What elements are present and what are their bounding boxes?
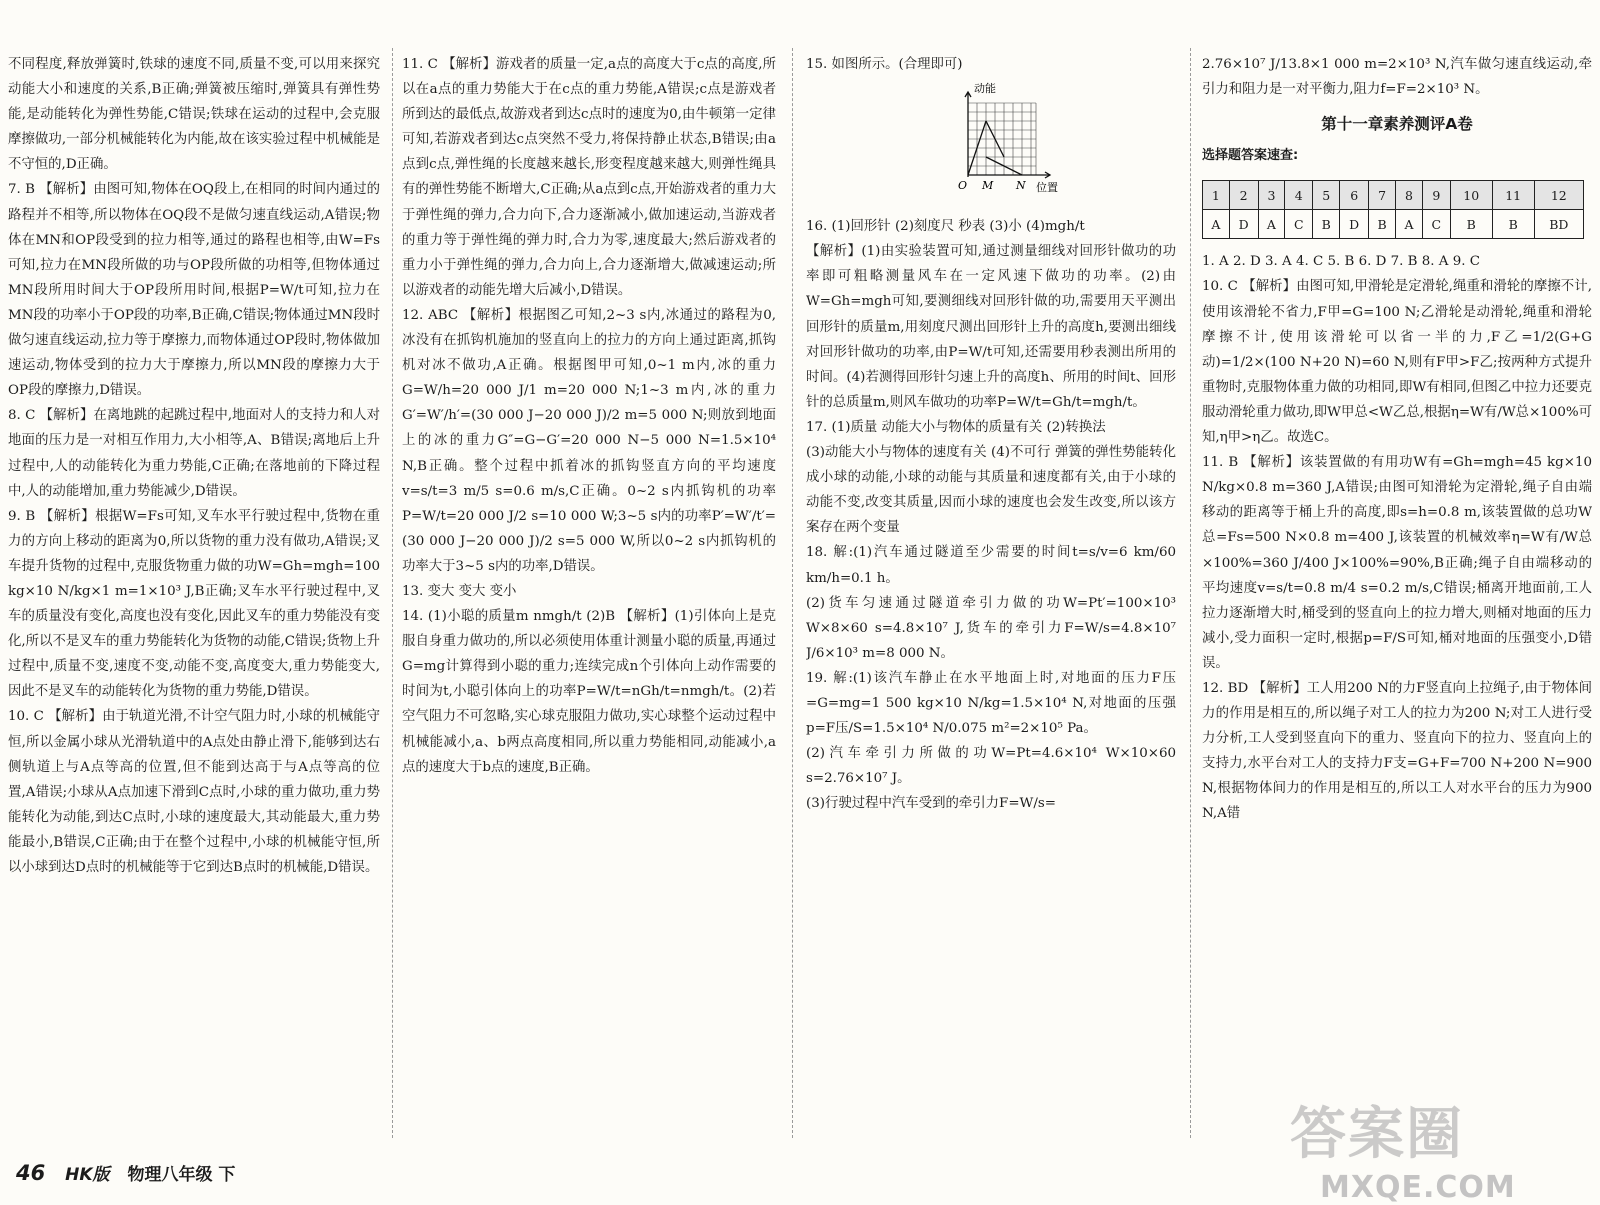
answer-11: 11. C 【解析】游戏者的质量一定,a点的高度大于c点的高度,所以在a点的重力势能大于在c点的重力势能,A错误;c点是游戏者所到达的最低点,故游戏者到达c点时的速度为0,由牛顿第一定律可知,若游戏者到达c点突然不受力,将保持静止状态,B错误;由a点到c点,弹性绳的长度越来越长,形变程度越来越大,则弹性绳具有的弹性势能不断增大,C正确;从a点到c点,开始游戏者的重力大于弹性绳的弹力,合力向下,合力逐渐减小,做加速运动,当游戏者的重力等于弹性绳的弹力时,合力为零,速度最大;然后游戏者的重力小于弹性绳的弹力,合力向上,合力逐渐增大,做减速运动;所以游戏者的动能先增大后减小,D错误。: [402, 57, 776, 298]
graph-tick-n: N: [1016, 179, 1026, 193]
key-num: 3: [1258, 181, 1285, 210]
answer-14: 14. (1)小聪的质量m nmgh/t (2)B 【解析】(1)引体向上是克服自身重力做功的,所以必须使用体重计测量小聪的质量,再通过G=mg计算得到小聪的重力;连续完成n个引体向上动作需要的时间为t,小聪引体向上的功率P=W/t=nGh/t=nmgh/t。(2)若空气阻力不可忽略,实心球克服阻力做功,实心球整个运动过程中机械能减小,a、b两点高度相同,所以重力势能相同,动能减小,a点的速度大于b点的速度,B正确。: [402, 609, 776, 775]
key-num: 11: [1492, 181, 1534, 210]
graph-tick-o: O: [958, 179, 968, 193]
column-1: [8, 52, 380, 1142]
key-num: 6: [1340, 181, 1369, 210]
answer-18-cont: (2)货车匀速通过隧道牵引力做的功W=Pt′=100×10³ W×8×60 s=4.8×10⁷ J,货车的牵引力F=W/s=4.8×10⁷ J/6×10³ m=8 000 N。: [806, 595, 1176, 661]
key-num: 8: [1396, 181, 1423, 210]
answer-list: 1. A 2. D 3. A 4. C 5. B 6. D 7. B 8. A 9. C: [1202, 254, 1480, 270]
column-divider-2: [792, 48, 793, 1138]
watermark: [1290, 1090, 1516, 1205]
answer-19-cont2: (3)行驶过程中汽车受到的牵引力F=W/s=: [806, 796, 1056, 812]
column-2: [402, 52, 776, 1142]
answer-8: 8. C 【解析】在离地跳的起跳过程中,地面对人的支持力和人对地面的压力是一对相互作用力,大小相等,A、B错误;离地后上升过程中,人的动能转化为重力势能,C正确;在落地前的下降过程中,人的动能增加,重力势能减少,D错误。: [8, 408, 380, 499]
answer-12b: 12. BD 【解析】工人用200 N的力F竖直向上拉绳子,由于物体间力的作用是相互的,所以绳子对工人的拉力为200 N;对工人进行受力分析,工人受到竖直向下的重力、竖直向下的拉力、竖直向上的支持力,水平台对工人的支持力F支=G+F=700 N+200 N=900 N,根据物体间力的作用是相互的,所以工人对水平台的压力为900 N,A错: [1202, 680, 1592, 822]
column-divider-3: [1190, 48, 1191, 1138]
answer-19: 19. 解:(1)该汽车静止在水平地面上时,对地面的压力F压=G=mg=1 500 kg×10 N/kg=1.5×10⁴ N,对地面的压强p=F压/S=1.5×10⁴ N/0.075 m²=2×10⁵ Pa。: [806, 670, 1176, 737]
answer-12: 12. ABC 【解析】根据图乙可知,2~3 s内,冰通过的路程为0,冰没有在抓钩机施加的竖直向上的拉力的方向上通过距离,抓钩机对冰不做功,A正确。根据图甲可知,0~1 m内,冰的重力G=W/h=20 000 J/1 m=20 000 N;1~3 m内,冰的重力G′=W′/h′=(30 000 J−20 000 J)/2 m=5 000 N;则放到地面上的冰的重力G″=G−G′=20 000 N−5 000 N=1.5×10⁴ N,B正确。整个过程中抓着冰的抓钩竖直方向的平均速度v=s/t=3 m/5 s=0.6 m/s,C正确。0~2 s内抓钩机的功率P=W/t=20 000 J/2 s=10 000 W;3~5 s内的功率P′=W′/t′=(30 000 J−20 000 J)/2 s=5 000 W,所以0~2 s内抓钩机的功率大于3~5 s内的功率,D错误。: [402, 307, 776, 574]
graph-ylabel: 动能: [974, 82, 996, 96]
answer-key-numbers: [1203, 181, 1584, 210]
page-footer: [16, 1160, 235, 1185]
answer-11b: 11. B 【解析】该装置做的有用功W有=Gh=mgh=45 kg×10 N/kg×0.8 m=360 J,A错误;由图可知滑轮为定滑轮,绳子自由端移动的距离等于桶上升的高度,即s=h=0.8 m,该装置做的总功W总=Fs=500 N×0.8 m=400 J,该装置的机械效率η=W有/W总×100%=360 J/400 J×100%=90%,B正确;绳子自由端移动的平均速度v=s/t=0.8 m/4 s=0.2 m/s,C错误;桶离开地面前,工人拉力逐渐增大时,桶受到的竖直向上的拉力增大,则桶对地面的压力减小,受力面积一定时,根据p=F/S可知,桶对地面的压强变小,D错误。: [1202, 455, 1592, 671]
key-answer: D: [1229, 210, 1258, 239]
answer-7: 7. B 【解析】由图可知,物体在OQ段上,在相同的时间内通过的路程并不相等,所以物体在OQ段不是做匀速直线运动,A错误;物体在MN和OP段受到的拉力相等,通过的路程也相等,由W=Fs可知,拉力在MN段所做的功与OP段所做的功相等,但物体通过MN段所用时间大于OP段所用时间,根据P=W/t可知,拉力在MN段的功率小于OP段的功率,B正确,C错误;物体通过MN段时做匀速直线运动,拉力等于摩擦力,而物体通过OP段时,物体做加速运动,物体受到的拉力大于摩擦力,所以MN段的摩擦力大于OP段的摩擦力,D错误。: [8, 182, 380, 399]
key-answer: A: [1258, 210, 1285, 239]
key-answer: A: [1203, 210, 1230, 239]
watermark-logo: 答案圈: [1290, 1102, 1464, 1167]
answer-19-cont: (2)汽车牵引力所做的功W=Pt=4.6×10⁴ W×10×60 s=2.76×10⁷ J。: [806, 746, 1176, 787]
key-num: 9: [1422, 181, 1450, 210]
key-answer: D: [1340, 210, 1369, 239]
graph-svg: [946, 81, 1086, 201]
answer-17-cont: (3)动能大小与物体的速度有关 (4)不可行 弹簧的弹性势能转化成小球的动能,小球的动能与其质量和速度都有关,由于小球的动能不变,改变其质量,因而小球的速度也会发生改变,所以该方案存在两个变量: [806, 445, 1176, 536]
section-heading: 第十一章素养测评A卷: [1321, 115, 1473, 134]
key-answer: C: [1422, 210, 1450, 239]
analysis-16: 【解析】(1)由实验装置可知,通过测量细线对回形针做功的功率即可粗略测量风车在一定风速下做功的功率。(2)由W=Gh=mgh可知,要测细线对回形针做的功,需要用天平测出回形针的质量m,用刻度尺测出回形针上升的高度h,要测出细线对回形针做功的功率,由P=W/t可知,还需要用秒表测出所用的时间。(4)若测得回形针匀速上升的高度h、所用的时间t、回形针的总质量m,则风车做功的功率P=W/t=Gh/t=mgh/t。: [806, 244, 1176, 410]
key-answer: B: [1450, 210, 1492, 239]
graph-xlabel: 位置: [1036, 181, 1058, 195]
answer-13: 13. 变大 变大 变小: [402, 583, 517, 599]
column-4: [1202, 52, 1592, 1142]
key-num: 7: [1369, 181, 1396, 210]
key-answer: B: [1313, 210, 1340, 239]
quick-answer-label: 选择题答案速查:: [1202, 148, 1299, 164]
answer-10b: 10. C 【解析】由图可知,甲滑轮是定滑轮,绳重和滑轮的摩擦不计,使用该滑轮不省力,F甲=G=100 N;乙滑轮是动滑轮,绳重和滑轮摩擦不计,使用该滑轮可以省一半的力,F乙=1/2(G+G动)=1/2×(100 N+20 N)=60 N,则有F甲>F乙;按两种方式提升重物时,克服物体重力做的功相同,即W有相同,但图乙中拉力还要克服动滑轮重力做功,即W甲总<W乙总,根据η=W有/W总×100%可知,η甲>η乙。故选C。: [1202, 279, 1592, 446]
column-3: [806, 52, 1176, 1142]
key-answer: BD: [1534, 210, 1583, 239]
answer-17: 17. (1)质量 动能大小与物体的质量有关 (2)转换法: [806, 419, 1106, 435]
answer-18: 18. 解:(1)汽车通过隧道至少需要的时间t=s/v=6 km/60 km/h=0.1 h。: [806, 545, 1176, 586]
energy-position-graph: [946, 81, 1176, 210]
key-num: 4: [1285, 181, 1313, 210]
key-num: 10: [1450, 181, 1492, 210]
column-divider-1: [392, 48, 393, 1138]
key-num: 2: [1229, 181, 1258, 210]
key-answer: B: [1369, 210, 1396, 239]
key-num: 1: [1203, 181, 1230, 210]
answer-16: 16. (1)回形针 (2)刻度尺 秒表 (3)小 (4)mgh/t: [806, 219, 1085, 235]
page-number: 46: [16, 1161, 46, 1185]
graph-tick-m: M: [982, 179, 994, 193]
key-answer: C: [1285, 210, 1313, 239]
key-num: 5: [1313, 181, 1340, 210]
edition-label: HK版: [65, 1165, 110, 1185]
answer-19-end: 2.76×10⁷ J/13.8×1 000 m=2×10³ N,汽车做匀速直线运动,牵引力和阻力是一对平衡力,阻力f=F=2×10³ N。: [1202, 57, 1592, 98]
key-answer: B: [1492, 210, 1534, 239]
key-answer: A: [1396, 210, 1423, 239]
paragraph: 不同程度,释放弹簧时,铁球的速度不同,质量不变,可以用来探究动能大小和速度的关系,B正确;弹簧被压缩时,弹簧具有弹性势能,是动能转化为弹性势能,C错误;铁球在运动的过程中,会克服摩擦做功,一部分机械能转化为内能,故在该实验过程中机械能是不守恒的,D正确。: [8, 57, 380, 173]
subject-label: 物理八年级 下: [127, 1165, 236, 1185]
answer-9: 9. B 【解析】根据W=Fs可知,叉车水平行驶过程中,货物在重力的方向上移动的距离为0,所以货物的重力没有做功,A错误;叉车提升货物的过程中,克服货物重力做的功W=Gh=mgh=100 kg×10 N/kg×1 m=1×10³ J,B正确;叉车水平行驶过程中,叉车的质量没有变化,高度也没有变化,因此叉车的重力势能没有变化,所以不是叉车的重力势能转化为货物的动能,C错误;货物上升过程中,质量不变,速度不变,动能不变,高度变大,重力势能变大,因此不是叉车的动能转化为货物的重力势能,D错误。: [8, 508, 380, 700]
answer-10: 10. C 【解析】由于轨道光滑,不计空气阻力时,小球的机械能守恒,所以金属小球从光滑轨道中的A点处由静止滑下,能够到达右侧轨道上与A点等高的位置,但不能到达高于与A点等高的位置,A错误;小球从A点加速下滑到C点时,小球的重力做功,重力势能转化为动能,到达C点时,小球的速度最大,其动能最大,重力势能最小,B错误,C正确;由于在整个过程中,小球的机械能守恒,所以小球到达D点时的机械能等于它到达B点时的机械能,D错误。: [8, 709, 380, 875]
answer-key-answers: [1203, 210, 1584, 239]
watermark-url: MXQE.COM: [1320, 1170, 1516, 1205]
key-num: 12: [1534, 181, 1583, 210]
answer-15: 15. 如图所示。(合理即可): [806, 57, 963, 72]
answer-key-table: [1202, 180, 1584, 239]
